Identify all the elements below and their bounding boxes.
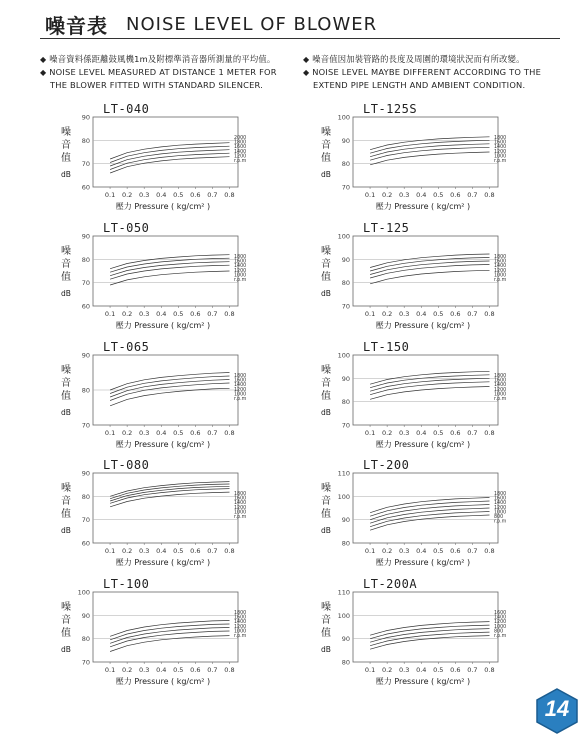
x-tick-label: 0.6 <box>190 191 201 199</box>
y-axis-label: 音 <box>321 496 331 507</box>
y-tick-label: 80 <box>81 255 90 264</box>
x-axis-label: 壓力 Pressure ( kg/cm² ) <box>375 677 471 686</box>
x-tick-label: 0.3 <box>399 191 410 199</box>
x-tick-label: 0.5 <box>173 547 184 555</box>
x-tick-label: 0.7 <box>467 666 478 674</box>
chart-lt-050 <box>61 221 247 330</box>
legend-rpm-label: 1400 <box>494 501 507 507</box>
chart-lt-150 <box>321 340 507 449</box>
x-tick-label: 0.8 <box>224 666 235 674</box>
chart-lt-125 <box>321 221 507 330</box>
note-left-en-2: THE BLOWER FITTED WITH STANDARD SILENCER. <box>50 80 264 90</box>
y-axis-label: 值 <box>321 153 331 164</box>
series-line <box>370 265 489 279</box>
legend-rpm-label: 1800 <box>494 492 507 497</box>
x-tick-label: 0.5 <box>173 191 184 199</box>
x-tick-label: 0.2 <box>381 429 393 437</box>
chart-title: LT-100 <box>103 577 150 591</box>
x-tick-label: 0.2 <box>121 666 133 674</box>
x-tick-label: 0.7 <box>467 310 478 318</box>
x-tick-label: 0.1 <box>364 666 376 674</box>
x-tick-label: 0.1 <box>104 547 116 555</box>
y-tick-label: 80 <box>341 160 350 169</box>
legend-rpm-unit: r.p.m <box>234 634 247 639</box>
note-right-zh: 噪音值因加裝管路的長度及周圍的環境狀況而有所改變。 <box>312 54 525 64</box>
x-tick-label: 0.3 <box>399 547 410 555</box>
series-line <box>110 376 229 394</box>
y-tick-label: 100 <box>337 611 350 620</box>
legend-rpm-label: 1000 <box>494 624 507 630</box>
plot-frame <box>93 592 238 662</box>
y-tick-label: 70 <box>341 302 350 311</box>
x-tick-label: 0.1 <box>104 310 116 318</box>
series-line <box>110 380 229 398</box>
legend-rpm-unit: r.p.m <box>234 515 247 520</box>
x-tick-label: 0.1 <box>104 191 116 199</box>
y-axis-label: 音 <box>321 259 331 270</box>
x-tick-label: 0.7 <box>207 310 218 318</box>
legend-rpm-label: 1200 <box>494 505 507 511</box>
legend-rpm-label: 1200 <box>494 149 507 155</box>
x-axis-label: 壓力 Pressure ( kg/cm² ) <box>375 321 471 330</box>
y-axis-label: 值 <box>321 509 331 520</box>
x-tick-label: 0.2 <box>121 429 133 437</box>
x-tick-label: 0.4 <box>156 310 167 318</box>
legend-rpm-label: 1400 <box>234 149 247 155</box>
legend-rpm-label: 1000 <box>234 629 247 635</box>
diamond-bullet-icon: ◆ <box>40 55 47 64</box>
legend-rpm-label: 1800 <box>234 255 247 260</box>
y-axis-label: 噪 <box>61 483 71 494</box>
x-tick-label: 0.3 <box>139 310 150 318</box>
series-line <box>110 486 229 501</box>
x-tick-label: 0.4 <box>416 666 427 674</box>
y-tick-label: 100 <box>337 492 350 501</box>
y-axis-label: 噪 <box>61 246 71 257</box>
legend-rpm-label: 1600 <box>234 378 247 384</box>
page-number: 14 <box>544 696 570 721</box>
legend-rpm-label: 1600 <box>234 496 247 502</box>
legend-rpm-label: 1200 <box>494 620 507 626</box>
legend-rpm-label: 1200 <box>234 268 247 274</box>
legend-rpm-label: 1200 <box>234 154 247 160</box>
x-tick-label: 0.2 <box>381 310 393 318</box>
legend-rpm-label: 1000 <box>494 273 507 279</box>
x-tick-label: 0.6 <box>450 310 461 318</box>
legend-rpm-label: 1200 <box>494 268 507 274</box>
y-axis-label: 值 <box>61 628 71 639</box>
x-tick-label: 0.7 <box>467 191 478 199</box>
x-tick-label: 0.4 <box>156 429 167 437</box>
x-tick-label: 0.6 <box>190 310 201 318</box>
legend-rpm-label: 1000 <box>234 510 247 516</box>
legend-rpm-label: 800 <box>494 629 504 635</box>
legend-rpm-label: 1800 <box>234 374 247 379</box>
y-axis-label: 音 <box>61 140 71 151</box>
y-tick-label: 90 <box>341 255 350 264</box>
y-axis-label: 值 <box>321 272 331 283</box>
legend-rpm-unit: r.p.m <box>494 159 507 164</box>
y-tick-label: 90 <box>341 635 350 644</box>
x-tick-label: 0.1 <box>364 191 376 199</box>
legend-rpm-label: 1600 <box>234 145 247 151</box>
y-axis-label: 音 <box>61 615 71 626</box>
chart-title: LT-050 <box>103 221 150 235</box>
legend-rpm-label: 1800 <box>494 136 507 141</box>
x-axis-label: 壓力 Pressure ( kg/cm² ) <box>115 202 211 211</box>
y-tick-label: 70 <box>81 160 90 169</box>
x-tick-label: 0.7 <box>207 666 218 674</box>
series-line <box>370 382 489 395</box>
legend-rpm-label: 1800 <box>234 492 247 497</box>
note-left-en-1: NOISE LEVEL MEASURED AT DISTANCE 1 METER FOR <box>49 67 277 77</box>
legend-rpm-label: 1800 <box>494 255 507 260</box>
diamond-bullet-icon: ◆ <box>303 68 310 77</box>
y-axis-label: 音 <box>61 496 71 507</box>
legend-rpm-label: 1000 <box>494 392 507 398</box>
y-axis-unit: dB <box>321 526 331 535</box>
y-axis-label: 噪 <box>321 365 331 376</box>
y-tick-label: 70 <box>341 421 350 430</box>
series-line <box>110 388 229 406</box>
y-tick-label: 80 <box>81 386 90 395</box>
x-tick-label: 0.7 <box>467 547 478 555</box>
x-tick-label: 0.1 <box>364 310 376 318</box>
x-tick-label: 0.5 <box>173 310 184 318</box>
x-tick-label: 0.6 <box>450 191 461 199</box>
legend-rpm-label: 1000 <box>234 273 247 279</box>
note-left-zh: 噪音資料係距離鼓風機1m及附標準消音器所測量的平均值。 <box>49 54 276 64</box>
x-axis-label: 壓力 Pressure ( kg/cm² ) <box>115 321 211 330</box>
y-axis-label: 值 <box>321 628 331 639</box>
legend-rpm-unit: r.p.m <box>234 397 247 402</box>
series-line <box>110 153 229 169</box>
chart-title: LT-200A <box>363 577 418 591</box>
y-tick-label: 60 <box>81 183 90 192</box>
x-axis-label: 壓力 Pressure ( kg/cm² ) <box>375 202 471 211</box>
plot-frame <box>93 117 238 187</box>
x-tick-label: 0.3 <box>399 310 410 318</box>
x-tick-label: 0.6 <box>450 429 461 437</box>
x-tick-label: 0.3 <box>139 666 150 674</box>
y-axis-label: 噪 <box>321 483 331 494</box>
x-axis-label: 壓力 Pressure ( kg/cm² ) <box>115 677 211 686</box>
y-axis-label: 音 <box>321 140 331 151</box>
x-tick-label: 0.7 <box>207 429 218 437</box>
chart-title: LT-080 <box>103 458 150 472</box>
x-tick-label: 0.2 <box>121 310 133 318</box>
legend-rpm-label: 1200 <box>234 505 247 511</box>
x-tick-label: 0.2 <box>381 666 393 674</box>
x-tick-label: 0.5 <box>433 191 444 199</box>
x-tick-label: 0.8 <box>224 547 235 555</box>
series-line <box>370 152 489 165</box>
x-tick-label: 0.8 <box>224 191 235 199</box>
legend-rpm-label: 2000 <box>234 136 247 141</box>
y-tick-label: 100 <box>337 113 350 122</box>
series-line <box>110 492 229 507</box>
legend-rpm-label: 1600 <box>494 378 507 384</box>
legend-rpm-label: 1600 <box>494 496 507 502</box>
legend-rpm-label: 1000 <box>494 510 507 516</box>
x-axis-label: 壓力 Pressure ( kg/cm² ) <box>375 440 471 449</box>
legend-rpm-label: 1600 <box>234 259 247 265</box>
y-axis-label: 值 <box>61 153 71 164</box>
y-tick-label: 90 <box>81 232 90 241</box>
x-tick-label: 0.3 <box>399 429 410 437</box>
y-tick-label: 90 <box>81 469 90 478</box>
series-line <box>110 636 229 652</box>
series-line <box>370 147 489 160</box>
legend-rpm-unit: r.p.m <box>234 278 247 283</box>
y-tick-label: 90 <box>81 113 90 122</box>
legend-rpm-label: 1600 <box>494 140 507 146</box>
note-right-en-1: NOISE LEVEL MAYBE DIFFERENT ACCORDING TO THE <box>312 67 542 77</box>
legend-rpm-label: 1600 <box>494 259 507 265</box>
plot-frame <box>93 473 238 543</box>
series-line <box>110 157 229 173</box>
chart-title: LT-150 <box>363 340 410 354</box>
y-tick-label: 90 <box>341 374 350 383</box>
legend-rpm-label: 1200 <box>494 387 507 393</box>
y-axis-unit: dB <box>321 408 331 417</box>
y-axis-label: 噪 <box>321 602 331 613</box>
x-axis-label: 壓力 Pressure ( kg/cm² ) <box>115 558 211 567</box>
chart-lt-040 <box>61 102 247 211</box>
y-axis-label: 值 <box>61 509 71 520</box>
chart-title: LT-200 <box>363 458 410 472</box>
x-tick-label: 0.1 <box>104 429 116 437</box>
chart-lt-200 <box>321 458 507 567</box>
y-tick-label: 90 <box>341 516 350 525</box>
x-tick-label: 0.2 <box>121 547 133 555</box>
y-axis-unit: dB <box>61 526 71 535</box>
y-tick-label: 80 <box>341 539 350 548</box>
y-tick-label: 80 <box>341 279 350 288</box>
diamond-bullet-icon: ◆ <box>303 55 310 64</box>
x-tick-label: 0.7 <box>207 547 218 555</box>
y-axis-label: 音 <box>321 378 331 389</box>
y-axis-label: 值 <box>61 391 71 402</box>
x-tick-label: 0.8 <box>484 666 495 674</box>
series-line <box>370 270 489 284</box>
x-tick-label: 0.6 <box>190 666 201 674</box>
x-tick-label: 0.7 <box>467 429 478 437</box>
y-tick-label: 60 <box>81 302 90 311</box>
y-axis-unit: dB <box>321 289 331 298</box>
x-tick-label: 0.2 <box>121 191 133 199</box>
x-tick-label: 0.5 <box>173 429 184 437</box>
chart-title: LT-125 <box>363 221 410 235</box>
chart-lt-200a <box>321 577 507 686</box>
page-number-badge <box>533 687 581 735</box>
legend-rpm-label: 1400 <box>494 615 507 621</box>
x-tick-label: 0.3 <box>139 191 150 199</box>
legend-rpm-label: 1400 <box>494 383 507 389</box>
x-tick-label: 0.1 <box>364 547 376 555</box>
legend-rpm-unit: r.p.m <box>234 159 247 164</box>
x-tick-label: 0.5 <box>433 310 444 318</box>
legend-rpm-label: 1000 <box>234 392 247 398</box>
legend-rpm-label: 1400 <box>234 620 247 626</box>
diamond-bullet-icon: ◆ <box>40 68 47 77</box>
y-tick-label: 110 <box>337 588 350 597</box>
x-tick-label: 0.8 <box>484 191 495 199</box>
x-tick-label: 0.3 <box>139 429 150 437</box>
y-axis-label: 噪 <box>321 246 331 257</box>
series-line <box>370 387 489 400</box>
y-axis-unit: dB <box>61 289 71 298</box>
y-axis-label: 值 <box>321 391 331 402</box>
y-axis-unit: dB <box>61 408 71 417</box>
y-tick-label: 80 <box>81 492 90 501</box>
x-tick-label: 0.5 <box>173 666 184 674</box>
legend-rpm-label: 1200 <box>234 624 247 630</box>
y-axis-label: 噪 <box>61 127 71 138</box>
x-tick-label: 0.6 <box>450 547 461 555</box>
x-tick-label: 0.6 <box>190 429 201 437</box>
x-tick-label: 0.8 <box>484 547 495 555</box>
chart-lt-125s <box>321 102 507 211</box>
y-axis-label: 音 <box>321 615 331 626</box>
y-tick-label: 80 <box>81 136 90 145</box>
x-tick-label: 0.4 <box>416 191 427 199</box>
legend-rpm-label: 1400 <box>494 264 507 270</box>
series-line <box>110 265 229 279</box>
y-axis-label: 音 <box>61 378 71 389</box>
legend-rpm-label: 1800 <box>234 140 247 146</box>
x-axis-label: 壓力 Pressure ( kg/cm² ) <box>375 558 471 567</box>
y-tick-label: 80 <box>341 398 350 407</box>
legend-rpm-unit: r.p.m <box>494 278 507 283</box>
y-tick-label: 70 <box>81 658 90 667</box>
plot-frame <box>353 592 498 662</box>
y-tick-label: 80 <box>341 658 350 667</box>
x-tick-label: 0.4 <box>156 191 167 199</box>
y-tick-label: 70 <box>81 279 90 288</box>
note-right-en-2: EXTEND PIPE LENGTH AND AMBIENT CONDITION. <box>313 80 526 90</box>
x-tick-label: 0.4 <box>416 310 427 318</box>
x-tick-label: 0.2 <box>381 547 393 555</box>
x-tick-label: 0.6 <box>190 547 201 555</box>
legend-rpm-unit: r.p.m <box>494 397 507 402</box>
chart-lt-100 <box>61 577 247 686</box>
x-tick-label: 0.7 <box>207 191 218 199</box>
x-tick-label: 0.4 <box>156 547 167 555</box>
x-tick-label: 0.1 <box>364 429 376 437</box>
legend-rpm-label: 1800 <box>234 611 247 616</box>
legend-rpm-label: 1400 <box>234 264 247 270</box>
y-axis-unit: dB <box>61 170 71 179</box>
y-tick-label: 80 <box>81 635 90 644</box>
y-tick-label: 110 <box>337 469 350 478</box>
y-tick-label: 90 <box>81 351 90 360</box>
y-axis-unit: dB <box>61 645 71 654</box>
y-tick-label: 100 <box>77 588 90 597</box>
legend-rpm-label: 1000 <box>494 154 507 160</box>
chart-lt-080 <box>61 458 247 567</box>
y-axis-label: 噪 <box>61 365 71 376</box>
legend-rpm-label: 1400 <box>494 145 507 151</box>
y-axis-label: 噪 <box>61 602 71 613</box>
y-axis-unit: dB <box>321 170 331 179</box>
page-title-zh: 噪音表 <box>45 14 108 38</box>
x-tick-label: 0.1 <box>104 666 116 674</box>
x-tick-label: 0.4 <box>156 666 167 674</box>
y-tick-label: 70 <box>81 516 90 525</box>
y-axis-label: 音 <box>61 259 71 270</box>
x-tick-label: 0.5 <box>433 547 444 555</box>
y-tick-label: 90 <box>341 136 350 145</box>
legend-rpm-unit: r.p.m <box>494 634 507 639</box>
y-axis-label: 噪 <box>321 127 331 138</box>
y-axis-unit: dB <box>321 645 331 654</box>
x-axis-label: 壓力 Pressure ( kg/cm² ) <box>115 440 211 449</box>
y-axis-label: 值 <box>61 272 71 283</box>
y-tick-label: 100 <box>337 232 350 241</box>
legend-rpm-label: 1200 <box>234 387 247 393</box>
x-tick-label: 0.6 <box>450 666 461 674</box>
legend-rpm-label: 1600 <box>494 611 507 616</box>
x-tick-label: 0.4 <box>416 547 427 555</box>
legend-rpm-label: 800 <box>494 515 504 520</box>
y-tick-label: 70 <box>81 421 90 430</box>
legend-rpm-label: 1800 <box>494 374 507 379</box>
x-tick-label: 0.8 <box>224 310 235 318</box>
x-tick-label: 0.8 <box>224 429 235 437</box>
x-tick-label: 0.8 <box>484 310 495 318</box>
x-tick-label: 0.3 <box>399 666 410 674</box>
y-tick-label: 100 <box>337 351 350 360</box>
y-tick-label: 70 <box>341 183 350 192</box>
x-tick-label: 0.5 <box>433 666 444 674</box>
x-tick-label: 0.8 <box>484 429 495 437</box>
chart-title: LT-125S <box>363 102 418 116</box>
y-tick-label: 90 <box>81 611 90 620</box>
page-title-en: NOISE LEVEL OF BLOWER <box>126 14 378 35</box>
x-tick-label: 0.2 <box>381 191 393 199</box>
legend-rpm-unit: r.p.m <box>494 519 507 525</box>
legend-rpm-label: 1400 <box>234 501 247 507</box>
chart-title: LT-065 <box>103 340 150 354</box>
legend-rpm-label: 1400 <box>234 383 247 389</box>
y-tick-label: 60 <box>81 539 90 548</box>
x-tick-label: 0.3 <box>139 547 150 555</box>
x-tick-label: 0.5 <box>433 429 444 437</box>
x-tick-label: 0.4 <box>416 429 427 437</box>
series-line <box>110 383 229 401</box>
chart-lt-065 <box>61 340 247 449</box>
chart-title: LT-040 <box>103 102 150 116</box>
legend-rpm-label: 1600 <box>234 615 247 621</box>
